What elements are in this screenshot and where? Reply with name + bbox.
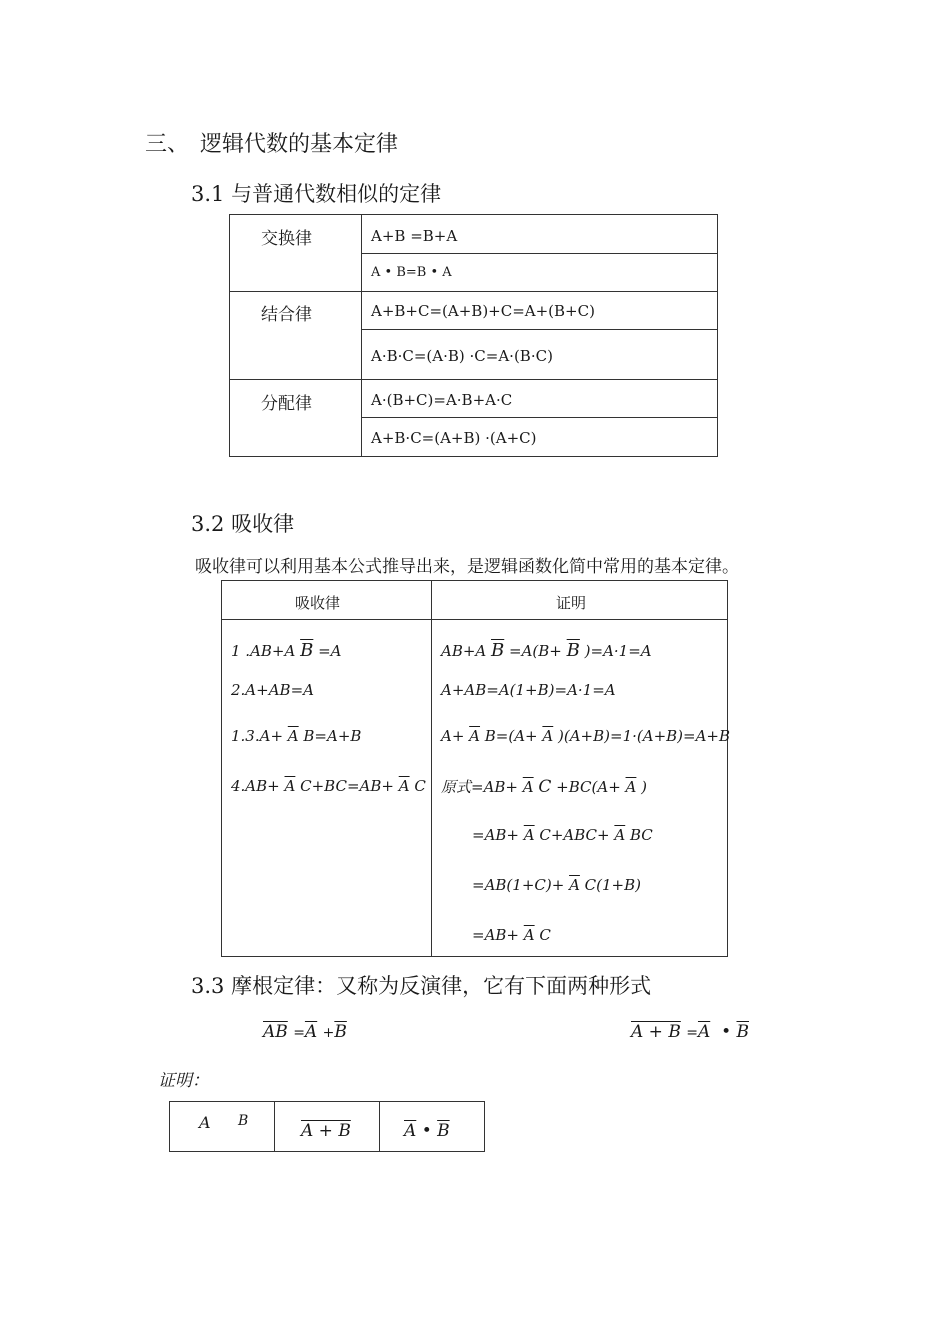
- column-header-proof: 证明: [556, 594, 587, 612]
- heading-3-1: 3.1 与普通代数相似的定律: [191, 182, 442, 206]
- proof-4-line-4: $=AB+ \overline{A}$ C: [472, 926, 551, 944]
- heading-3-2: 3.2 吸收律: [191, 512, 295, 536]
- column-header-law: 吸收律: [295, 594, 341, 612]
- law-formula: A+B+C=(A+B)+C=A+(B+C): [371, 302, 595, 320]
- law-3: $1.3.A+ \overline{A}$ B=A+B: [231, 727, 362, 745]
- proof-4-line-3: $=AB(1+C)+ \overline{A}$ C(1+B): [472, 876, 641, 894]
- law-4: $4.AB+ \overline{A}$ $C+BC=AB+ \overline{A}$ C: [231, 777, 426, 795]
- law-2: 2.A+AB=A: [231, 681, 314, 699]
- proof-2: A+AB=A(1+B)=A·1=A: [441, 681, 616, 699]
- proof-label: 证明：: [158, 1071, 209, 1091]
- section-title: 逻辑代数的基本定律: [200, 132, 399, 157]
- section-number: 三、: [145, 132, 190, 157]
- header-not-a-and-not-b: $\overline{A}$ • $\overline{B}$: [404, 1121, 450, 1141]
- law-formula: A • B=B • A: [371, 265, 452, 280]
- proof-4-line-1: 原式$=AB+ \overline{A}$ $C +BC(A+ \overline{A}$ ): [441, 777, 648, 797]
- proof-1: AB+A $\overline{B} =A(B+ \overline{B}$ )=A·1=A: [441, 640, 652, 661]
- de-morgan-formula-2: $A + B =\overline{A}$ • $\overline{B}$: [631, 1022, 749, 1042]
- law-formula: A+B·C=(A+B) ·(A+C): [371, 429, 537, 447]
- law-name-associative: 结合律: [261, 305, 312, 325]
- law-formula: A+B =B+A: [371, 227, 458, 245]
- proof-3: $A+ \overline{A}$ $B=(A+ \overline{A}$ )(A+B)=1·(A+B)=A+B: [441, 727, 730, 745]
- heading-3-3: 3.3 摩根定律：又称为反演律，它有下面两种形式: [191, 974, 652, 998]
- law-formula: A·B·C=(A·B) ·C=A·(B·C): [371, 347, 553, 365]
- law-name-commutative: 交换律: [261, 229, 312, 249]
- proof-4-line-2: $=AB+ \overline{A}$ $C+ABC+ \overline{A}$ BC: [472, 826, 653, 844]
- law-name-distributive: 分配律: [261, 394, 312, 414]
- header-not-a-plus-b: A + B: [301, 1121, 351, 1141]
- header-a: A: [199, 1113, 211, 1132]
- law-formula: A·(B+C)=A·B+A·C: [371, 391, 513, 409]
- absorption-intro: 吸收律可以利用基本公式推导出来，是逻辑函数化简中常用的基本定律。: [195, 557, 739, 577]
- law-1: 1 .AB+A $\overline{B} =A$: [231, 640, 342, 661]
- de-morgan-formula-1: $\overline{AB} =\overline{A} +\overline{B}$: [263, 1022, 347, 1042]
- header-b: B: [238, 1113, 249, 1129]
